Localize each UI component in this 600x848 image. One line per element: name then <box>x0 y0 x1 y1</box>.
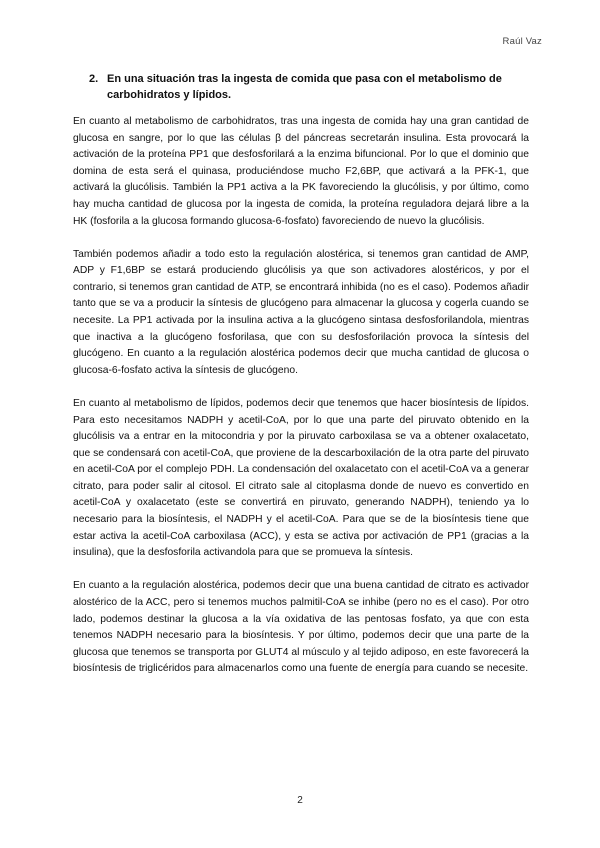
paragraph-allosteric-glycogen: También podemos añadir a todo esto la regulación alostérica, si tenemos gran cantidad de AMP, ADP y F1,6BP se estará produciendo glucólisis ya que son activadores alostéricos, y por el contrario, si tenemos gran cantidad de ATP, se encontrará inhibida (no es el caso). Podemos añadir tanto que se va a producir la síntesis de glucógeno para almacenar la glucosa y cogerla cuando se necesite. La PP1 activada por la insulina activa a la glucógeno sintasa desfosforilandola, mientras que inactiva a la glucógeno fosforilasa, que con su desfosforilación provoca la síntesis del glucógeno. En cuanto a la regulación alostérica podemos decir que mucha cantidad de glucosa o glucosa-6-fosfato activa la síntesis de glucógeno. <box>73 248 529 376</box>
section-heading <box>89 71 529 103</box>
document-body <box>73 114 529 694</box>
header-author: Raúl Vaz <box>502 36 542 47</box>
paragraph-lipid-metabolism: En cuanto al metabolismo de lípidos, podemos decir que tenemos que hacer biosíntesis de lípidos. Para esto necesitamos NADPH y acetil-CoA, por lo que una parte del piruvato obtenido en la glucólisis va a entrar en la mitocondria y por la piruvato carboxilasa se va a obtener oxalacetato, que se condensará con acetil-CoA, que proviene de la descarboxilación de la otra parte del piruvato en acetil-CoA por el complejo PDH. La condensación del oxalacetato con el acetil-CoA va a generar citrato, para poder salir al citosol. El citrato sale al citoplasma donde de nuevo es convertido en acetil-CoA y oxalacetato (este se convertirá en piruvato, generando NADPH), teniendo ya lo necesario para la biosíntesis, el NADPH y el acetil-CoA. Para que se de la biosíntesis tiene que estar activa la acetil-CoA carboxilasa (ACC), y esta se activa por activación de PP1 (gracias a la insulina), que la desfosforila activandola para que se promueva la síntesis. <box>73 397 529 559</box>
section-title: En una situación tras la ingesta de comida que pasa con el metabolismo de carbohidratos y lípidos. <box>107 73 502 101</box>
section-number: 2. <box>89 73 99 85</box>
page-number: 2 <box>297 795 303 806</box>
paragraph-lipid-regulation: En cuanto a la regulación alostérica, podemos decir que una buena cantidad de citrato es activador alostérico de la ACC, pero si tenemos muchos palmitil-CoA se inhibe (pero no es el caso). Por otro lado, podemos destinar la glucosa a la vía oxidativa de las pentosas fosfato, ya que con esta tenemos NADPH necesario para la biosíntesis. Y por último, podemos decir que una parte de la glucosa que tenemos se transporta por GLUT4 al músculo y al tejido adiposo, en este favorecerá la biosíntesis de triglicéridos para almacenarlos como una fuente de energía para cuando se necesite. <box>73 580 529 675</box>
paragraph-carbohydrate-metabolism: En cuanto al metabolismo de carbohidratos, tras una ingesta de comida hay una gran cantidad de glucosa en sangre, por lo que las células β del páncreas secretarán insulina. Esta provocará la activación de la proteína PP1 que desfosforilará a la enzima bifuncional. Por lo que el dominio que domina de esta será el quinasa, produciéndose mucho F2,6BP, que activará a la PFK-1, que activará la glucólisis. También la PP1 activa a la PK favoreciendo la glucólisis, y por último, como hay mucha cantidad de glucosa por la ingesta de comida, la proteína reguladora dejará libre a la HK (fosforila a la glucosa formando glucosa-6-fosfato) favoreciendo de nuevo la glucólisis. <box>73 116 529 227</box>
